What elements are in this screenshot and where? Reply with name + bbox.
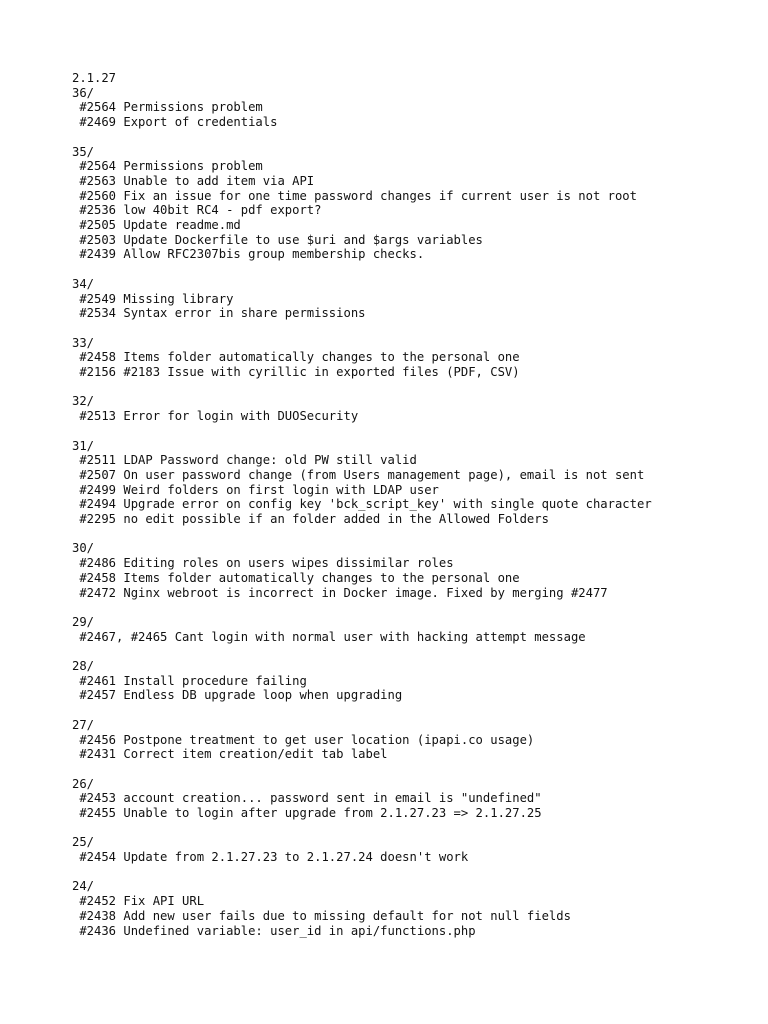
changelog-entry: #2452 Fix API URL: [72, 894, 205, 909]
changelog-entry: #2455 Unable to login after upgrade from 2.1.27.23 => 2.1.27.25: [72, 806, 542, 820]
section-label: 30/: [72, 541, 95, 556]
changelog-entry: #2295 no edit possible if an folder added in the Allowed Folders: [72, 512, 549, 527]
section-label: 24/: [72, 879, 95, 894]
changelog-entry: #2436 Undefined variable: user_id in api/functions.php: [72, 923, 476, 938]
changelog-entry: #2536 low 40bit RC4 - pdf export?: [72, 203, 322, 218]
changelog-section: [72, 336, 752, 380]
changelog-entry: #2467, #2465 Cant login with normal user with hacking attempt message: [72, 629, 586, 644]
section-label: 31/: [72, 438, 95, 453]
changelog-entry: #2549 Missing library: [72, 291, 234, 306]
changelog-section: [72, 718, 752, 762]
changelog-entry: #2461 Install procedure failing: [72, 673, 307, 688]
changelog-section: [72, 394, 752, 423]
section-label: 34/: [72, 276, 95, 291]
changelog-entry: #2563 Unable to add item via API: [72, 173, 315, 188]
section-label: 28/: [72, 659, 95, 673]
changelog-entry: #2486 Editing roles on users wipes dissimilar roles: [72, 556, 454, 571]
changelog-section: [72, 879, 752, 938]
section-label: 26/: [72, 776, 95, 791]
section-label: 35/: [72, 144, 95, 159]
changelog-section: [72, 835, 752, 864]
section-label: 33/: [72, 335, 95, 350]
changelog-entry: #2507 On user password change (from Users management page), email is not sent: [72, 467, 645, 482]
changelog-document: [72, 71, 752, 938]
changelog-section: [72, 86, 752, 130]
changelog-entry: #2564 Permissions problem: [72, 159, 263, 174]
changelog-entry: #2456 Postpone treatment to get user location (ipapi.co usage): [72, 732, 535, 747]
changelog-section: [72, 777, 752, 821]
changelog-section: [72, 145, 752, 263]
changelog-entry: #2505 Update readme.md: [72, 218, 241, 233]
section-label: 27/: [72, 717, 95, 732]
section-label: 25/: [72, 835, 95, 850]
changelog-entry: #2560 Fix an issue for one time password changes if current user is not root: [72, 188, 637, 203]
changelog-entry: #2439 Allow RFC2307bis group membership checks.: [72, 247, 425, 262]
changelog-section: [72, 541, 752, 600]
version-heading: 2.1.27: [72, 71, 117, 85]
changelog-section: [72, 659, 752, 703]
changelog-entry: #2534 Syntax error in share permissions: [72, 306, 366, 321]
changelog-entry: #2458 Items folder automatically changes to the personal one: [72, 350, 520, 365]
section-label: 36/: [72, 85, 95, 100]
changelog-entry: #2453 account creation... password sent in email is "undefined": [72, 791, 542, 806]
changelog-entry: #2457 Endless DB upgrade loop when upgrading: [72, 688, 403, 703]
changelog-entry: #2156 #2183 Issue with cyrillic in exported files (PDF, CSV): [72, 365, 520, 380]
section-label: 32/: [72, 394, 95, 409]
changelog-entry: #2438 Add new user fails due to missing default for not null fields: [72, 908, 571, 923]
changelog-entry: #2469 Export of credentials: [72, 115, 278, 130]
changelog-entry: #2503 Update Dockerfile to use $uri and $args variables: [72, 232, 483, 247]
changelog-section: [72, 277, 752, 321]
changelog-entry: #2564 Permissions problem: [72, 100, 263, 115]
changelog-entry: #2458 Items folder automatically changes to the personal one: [72, 570, 520, 585]
changelog-section: [72, 439, 752, 527]
changelog-section: [72, 615, 752, 644]
changelog-entry: #2511 LDAP Password change: old PW still valid: [72, 453, 417, 468]
changelog-entry: #2454 Update from 2.1.27.23 to 2.1.27.24 doesn't work: [72, 850, 469, 865]
section-label: 29/: [72, 614, 95, 629]
changelog-entry: #2431 Correct item creation/edit tab label: [72, 747, 388, 762]
changelog-entry: #2472 Nginx webroot is incorrect in Docker image. Fixed by merging #2477: [72, 585, 608, 600]
changelog-entry: #2494 Upgrade error on config key 'bck_script_key' with single quote character: [72, 497, 652, 512]
changelog-entry: #2513 Error for login with DUOSecurity: [72, 409, 359, 424]
changelog-sections: [72, 86, 752, 939]
changelog-entry: #2499 Weird folders on first login with LDAP user: [72, 482, 439, 497]
